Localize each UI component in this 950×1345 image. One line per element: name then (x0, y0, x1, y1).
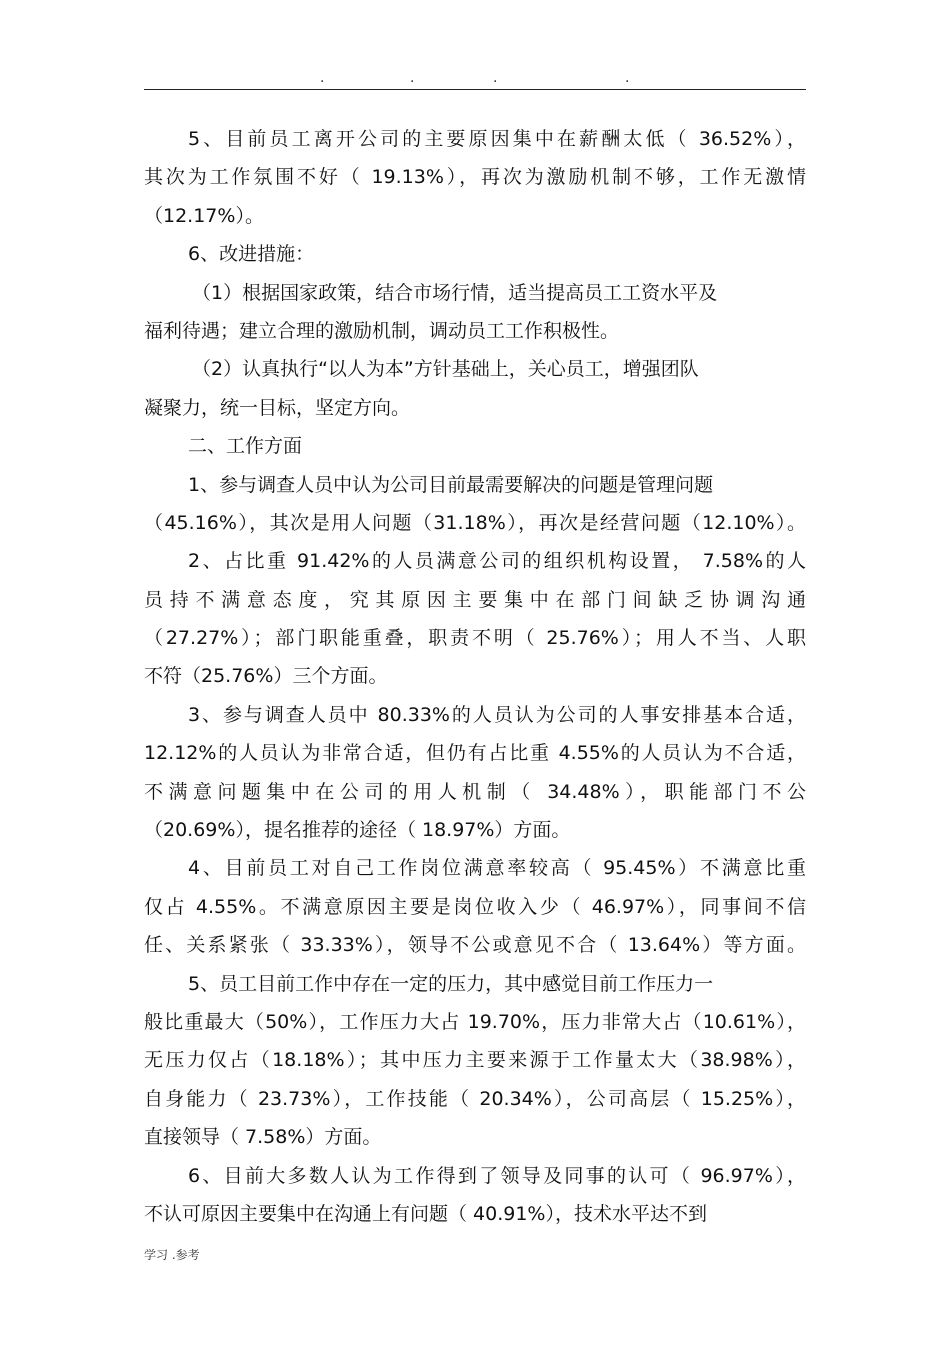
header-dot: . (493, 70, 498, 86)
text-line: （27.27%）；部门职能重叠，职责不明（ 25.76%）；用人不当、人职 (144, 627, 806, 650)
header-dot: . (410, 70, 415, 86)
text-line: 6、目前大多数人认为工作得到了领导及同事的认可（ 96.97%）， (188, 1164, 806, 1187)
text-line: （45.16%），其次是用人问题（31.18%），再次是经营问题（12.10%）。 (144, 511, 806, 534)
text-line: 12.12%的人员认为非常合适，但仍有占比重 4.55%的人员认为不合适， (144, 742, 806, 765)
header-dot: . (625, 70, 630, 86)
text-line: （2）认真执行“以人为本”方针基础上，关心员工，增强团队 (192, 358, 699, 381)
text-line: 不满意问题集中在公司的用人机制（ 34.48%），职能部门不公 (144, 780, 806, 803)
text-line: 无压力仅占（18.18%）；其中压力主要来源于工作量太大（38.98%）， (144, 1049, 806, 1072)
text-line: 不认可原因主要集中在沟通上有问题（ 40.91%），技术水平达不到 (144, 1202, 707, 1225)
text-line: 1、参与调查人员中认为公司目前最需要解决的问题是管理问题 (188, 473, 714, 496)
text-line: 般比重最大（50%），工作压力大占 19.70%，压力非常大占（10.61%）， (144, 1010, 806, 1033)
text-line: 福利待遇；建立合理的激励机制，调动员工工作积极性。 (144, 319, 620, 342)
text-line: （20.69%），提名推荐的途径（ 18.97%）方面。 (144, 819, 571, 842)
header-dots (0, 70, 950, 86)
header-rule (144, 89, 806, 90)
text-line: 自身能力（ 23.73%），工作技能（ 20.34%），公司高层（ 15.25%）， (144, 1087, 806, 1110)
text-line: 员持不满意态度，究其原因主要集中在部门间缺乏协调沟通 (144, 588, 806, 611)
section-heading: 二、工作方面 (188, 435, 303, 458)
text-line: 凝聚力，统一目标，坚定方向。 (144, 396, 411, 419)
text-line: 直接领导（ 7.58%）方面。 (144, 1126, 382, 1149)
text-line: 任、关系紧张（ 33.33%），领导不公或意见不合（ 13.64%）等方面。 (144, 934, 806, 957)
text-line: 其次为工作氛围不好（ 19.13%），再次为激励机制不够，工作无激情 (144, 166, 806, 189)
text-line: 5、员工目前工作中存在一定的压力，其中感觉目前工作压力一 (188, 972, 714, 995)
text-line: 6、改进措施： (188, 243, 315, 266)
page-footer: 学习 .参考 (144, 1248, 200, 1262)
header-dot: . (320, 70, 325, 86)
text-line: （1）根据国家政策，结合市场行情，适当提高员工工资水平及 (192, 281, 718, 304)
text-line: 4、目前员工对自己工作岗位满意率较高（ 95.45%）不满意比重 (188, 857, 806, 880)
text-line: （12.17%）。 (144, 204, 264, 227)
text-line: 不符（25.76%）三个方面。 (144, 665, 388, 688)
text-line: 2、占比重 91.42%的人员满意公司的组织机构设置， 7.58%的人 (188, 550, 806, 573)
document-body (144, 120, 806, 1233)
text-line: 仅占 4.55%。不满意原因主要是岗位收入少（ 46.97%），同事间不信 (144, 895, 806, 918)
text-line: 5、目前员工离开公司的主要原因集中在薪酬太低（ 36.52%）， (188, 128, 806, 150)
text-line: 3、参与调查人员中 80.33%的人员认为公司的人事安排基本合适， (188, 703, 806, 726)
